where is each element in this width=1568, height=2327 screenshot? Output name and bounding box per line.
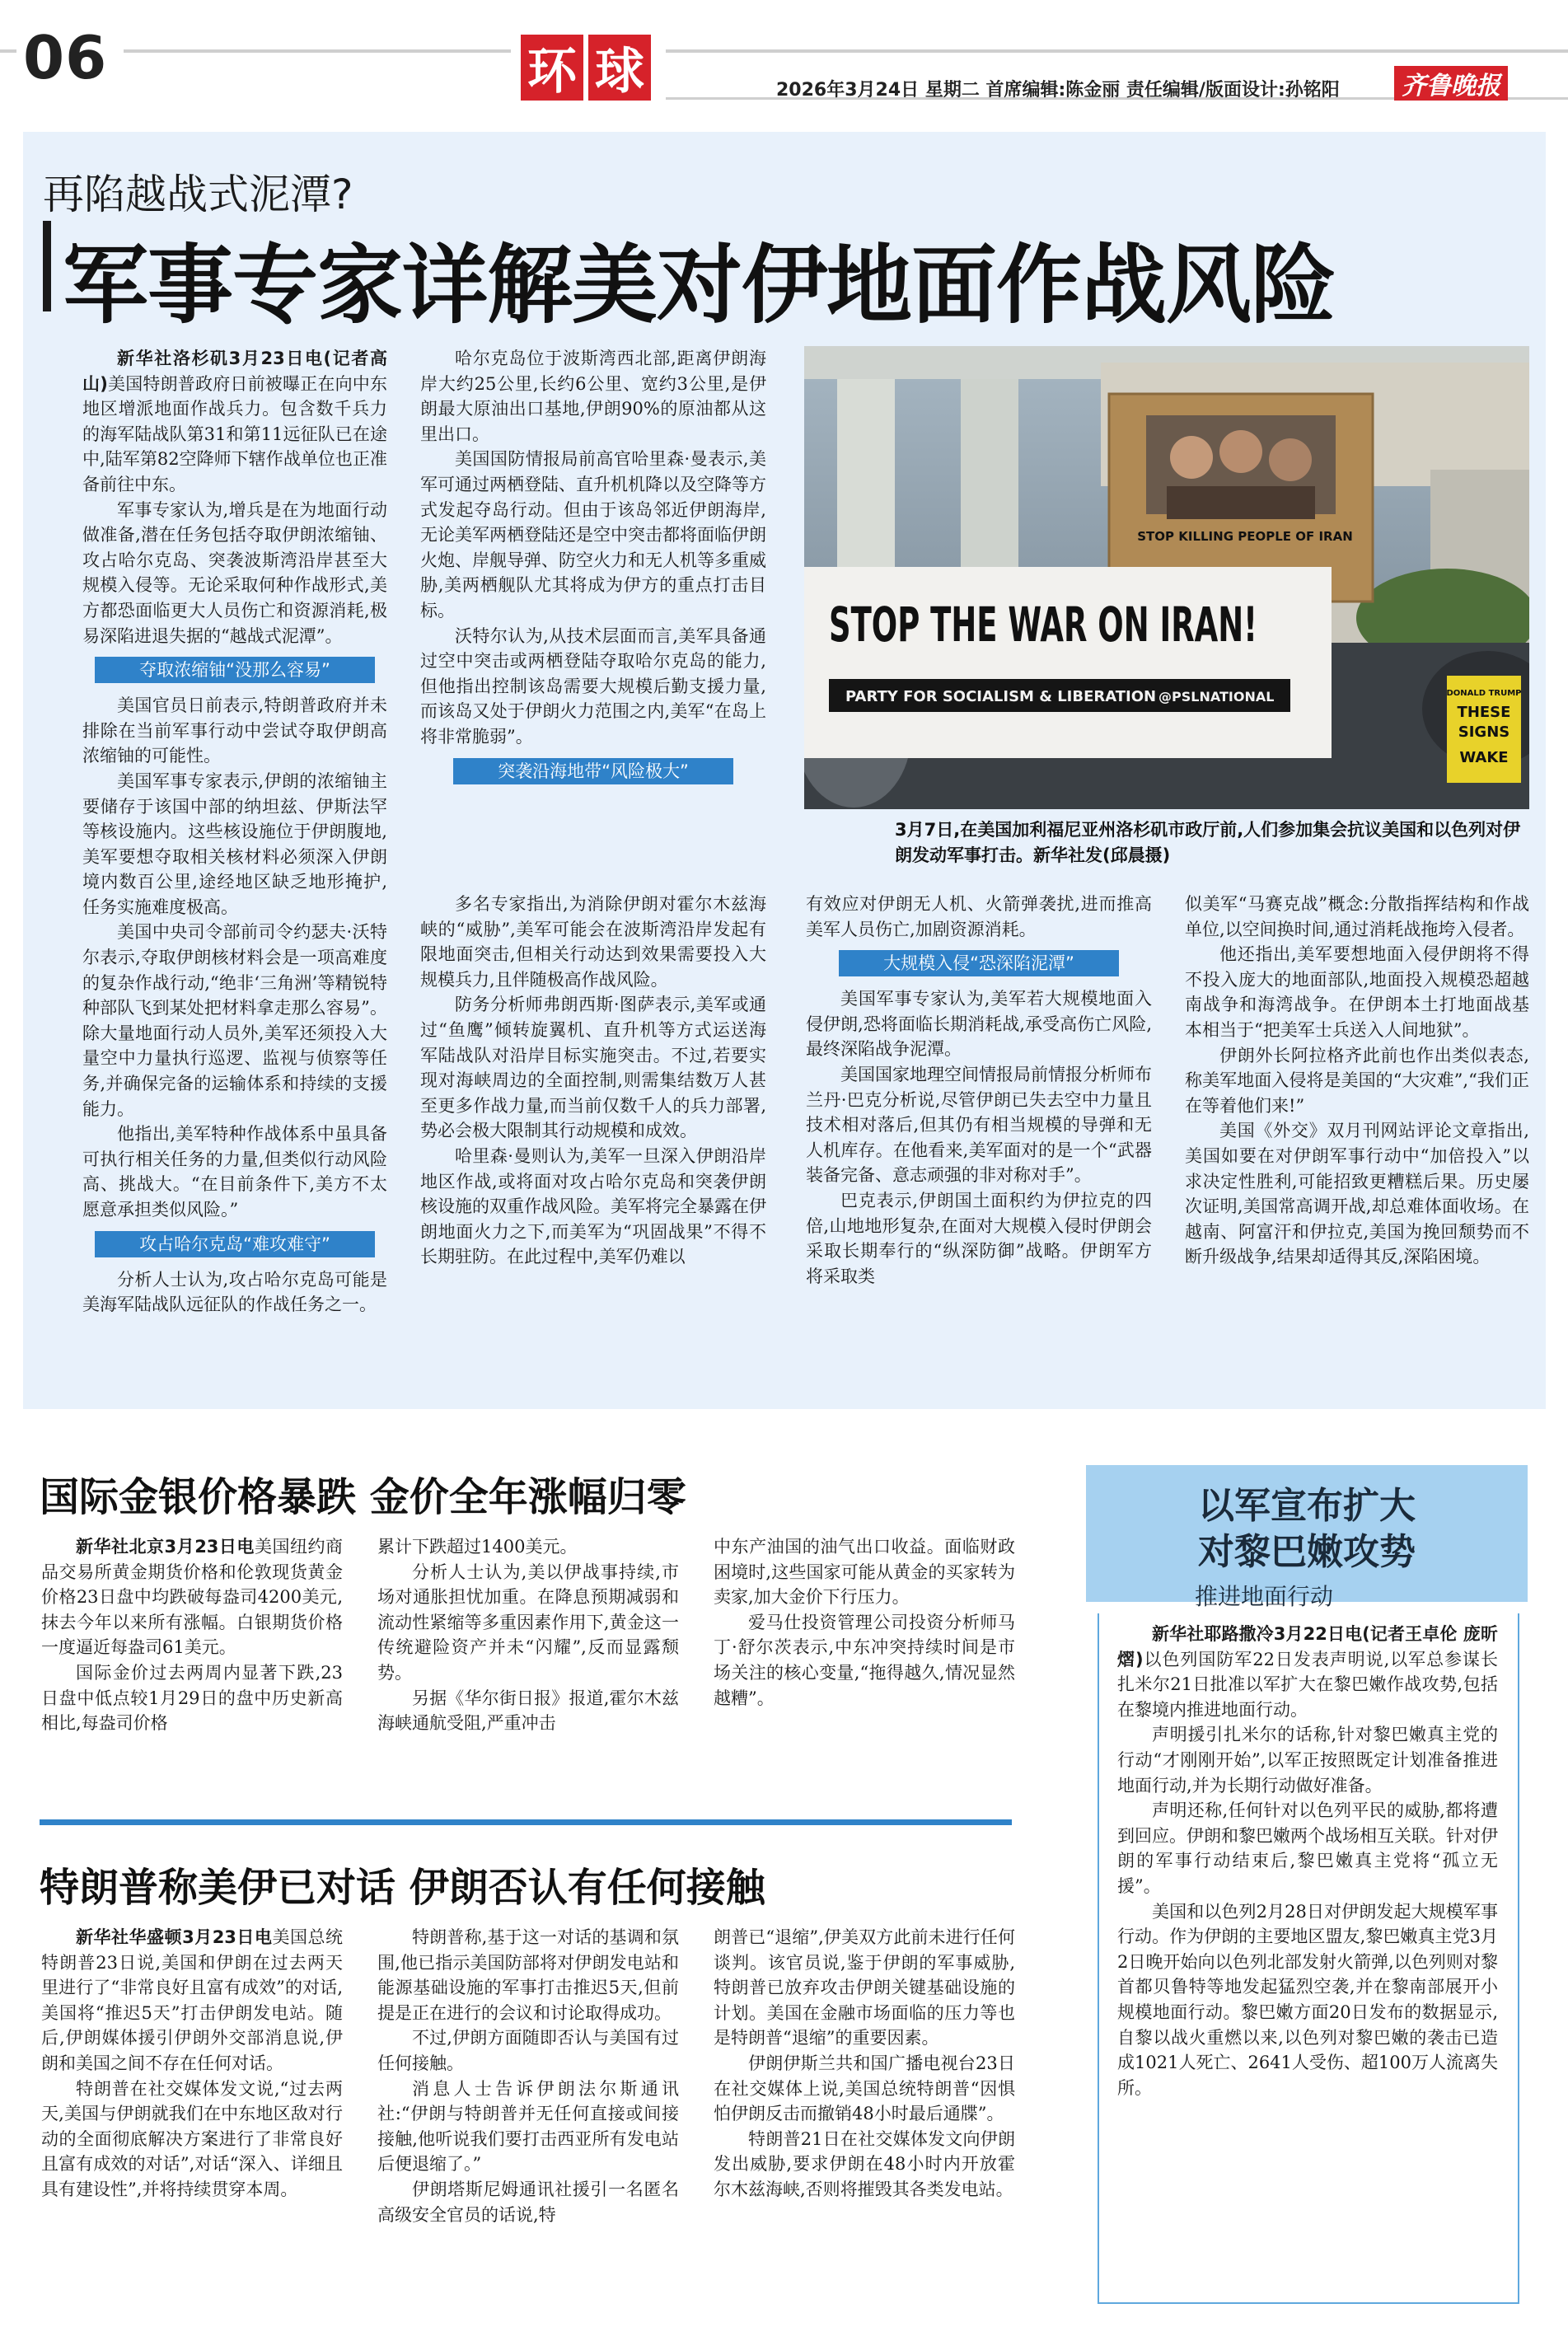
article-paragraph: [82, 1121, 387, 1222]
story-kicker: 再陷越战式泥潭?: [43, 171, 353, 218]
section-subhead: 攻占哈尔克岛“难攻难守”: [95, 1231, 375, 1257]
sidebar-subtitle: 推进地面行动: [1195, 1583, 1334, 1610]
masthead: [0, 0, 1568, 107]
article-paragraph: [714, 1610, 1015, 1711]
article-paragraph: [420, 346, 766, 447]
gold-story-headline: 国际金银价格暴跌 金价全年涨幅归零: [40, 1474, 686, 1520]
paragraph-text: 美国《外交》双月刊网站评论文章指出,美国如要在对伊朗军事行动中“加倍投入”以求决定性胜利,可能招致更糟糕后果。历史屡次证明,美国常高调开战,却总难体面收场。在越南、阿富汗和伊拉克,美国为挽回颓势而不断升级战争,结果却适得其反,深陷困境。: [1185, 1121, 1529, 1267]
brand-logo: 齐鲁晚报: [1394, 66, 1508, 101]
news-photo: [804, 346, 1529, 809]
paragraph-text: 伊朗外长阿拉格齐此前也作出类似表态,称美军地面入侵将是美国的“大灾难”,“我们正在等着他们来!”: [1185, 1045, 1529, 1116]
top-story-column-2: [420, 346, 766, 794]
article-paragraph: [1185, 942, 1529, 1042]
article-paragraph: [806, 1188, 1152, 1289]
dateline: 新华社北京3月23日电: [76, 1537, 255, 1557]
article-paragraph: [714, 1534, 1015, 1610]
side-sign-text: WAKE: [1459, 749, 1509, 766]
article-paragraph: [1185, 1043, 1529, 1119]
article-paragraph: [714, 1925, 1015, 2051]
article-paragraph: [420, 624, 766, 750]
paragraph-text: 特朗普称,基于这一对话的基调和氛围,他已指示美国防部将对伊朗发电站和能源基础设施的军事打击推迟5天,但前提是正在进行的会议和讨论取得成功。: [377, 1927, 679, 2023]
section-divider: [40, 1819, 1012, 1825]
article-paragraph: [82, 693, 387, 769]
paragraph-text: 美国纽约商品交易所黄金期货价格和伦敦现货黄金价格23日盘中均跌破每盎司4200美元,抹去今年以来所有涨幅。白银期货价格一度逼近每盎司61美元。: [41, 1537, 343, 1658]
side-sign-text: THESE: [1457, 704, 1511, 721]
article-paragraph: [1117, 1899, 1498, 2101]
top-story-column-3: [806, 892, 1152, 1289]
section-subhead: 大规模入侵“恐深陷泥潭”: [839, 950, 1119, 976]
paragraph-text: 防务分析师弗朗西斯·图萨表示,美军或通过“鱼鹰”倾转旋翼机、直升机等方式运送海军陆战队对沿岸目标实施突击。不过,若要实现对海峡周边的全面控制,则需集结数万人甚至更多作战力量,而当前仅数千人的兵力部署,势必会极大限制其行动规模和成效。: [420, 995, 766, 1141]
paragraph-text: 美国军事专家表示,伊朗的浓缩铀主要储存于该国中部的纳坦兹、伊斯法罕等核设施内。这些核设施位于伊朗腹地,美军要想夺取相关核材料必须深入伊朗境内数百公里,途经地区缺乏地形掩护,任务实施难度极高。: [82, 770, 387, 917]
trump-story-column-1: [41, 1925, 343, 2203]
article-paragraph: [82, 769, 387, 920]
article-paragraph: [377, 1534, 679, 1560]
paragraph-text: 不过,伊朗方面随即否认与美国有过任何接触。: [377, 2028, 679, 2073]
article-paragraph: [806, 986, 1152, 1062]
trump-story-column-3: [714, 1925, 1015, 2203]
header-rule-left: [0, 49, 16, 53]
article-paragraph: [420, 892, 766, 992]
article-paragraph: [1117, 1722, 1498, 1798]
sidebar-headline-line: 以军宣布扩大: [1198, 1485, 1416, 1527]
article-paragraph: [377, 1686, 679, 1736]
paragraph-text: 以色列国防军22日发表声明说,以军总参谋长扎米尔21日批准以军扩大在黎巴嫩作战攻势,包括在黎境内推进地面行动。: [1117, 1649, 1498, 1720]
sidebar-headline: [1086, 1483, 1528, 1576]
paragraph-text: 他指出,美军特种作战体系中虽具备可执行相关任务的力量,但类似行动风险高、挑战大。“在目前条件下,美方不太愿意承担类似风险。”: [82, 1124, 387, 1220]
story-headline: 军事专家详解美对伊地面作战风险: [63, 235, 1336, 335]
paragraph-text: 哈里森·曼则认为,美军一旦深入伊朗沿岸地区作战,或将面对攻占哈尔克岛和突袭伊朗核设施的双重作战风险。美军将完全暴露在伊朗地面火力之下,而美军为“巩固战果”不得不长期驻防。在此过程中,美军仍难以: [420, 1145, 766, 1267]
article-paragraph: [41, 2077, 343, 2203]
paragraph-text: 巴克表示,伊朗国土面积约为伊拉克的四倍,山地地形复杂,在面对大规模入侵时伊朗会采取长期奉行的“纵深防御”战略。伊朗军方将采取类: [806, 1190, 1152, 1286]
side-sign-text: DONALD TRUMP: [1446, 689, 1522, 698]
top-story-column-2-lower: [420, 892, 766, 1270]
paragraph-text: 美国军事专家认为,美军若大规模地面入侵伊朗,恐将面临长期消耗战,承受高伤亡风险,最终深陷战争泥潭。: [806, 989, 1152, 1060]
article-paragraph: [377, 2025, 679, 2076]
gold-story-column-2: [377, 1534, 679, 1736]
dateline: 新华社耶路撒冷3月22日电(记者王卓伦 庞昕熠): [1117, 1624, 1498, 1669]
dateline: 新华社洛杉矶3月23日电(记者高山): [82, 349, 387, 394]
sidebar-body: [1117, 1622, 1498, 2100]
article-paragraph: [377, 2077, 679, 2177]
paragraph-text: 朗普已“退缩”,伊美双方此前未进行任何谈判。该官员说,鉴于伊朗的军事威胁,特朗普已放弃攻击伊朗关键基础设施的计划。美国在金融市场面临的压力等也是特朗普“退缩”的重要因素。: [714, 1927, 1015, 2048]
gold-story-column-1: [41, 1534, 343, 1736]
paragraph-text: 伊朗伊斯兰共和国广播电视台23日在社交媒体上说,美国总统特朗普“因惧怕伊朗反击而撤销48小时最后通牒”。: [714, 2053, 1015, 2124]
banner-handle: @PSLNATIONAL: [1158, 689, 1275, 705]
section-label: [521, 35, 654, 101]
paragraph-text: 分析人士认为,攻占哈尔克岛可能是美海军陆战队远征队的作战任务之一。: [82, 1269, 387, 1315]
header-rule-right: [666, 49, 1568, 53]
article-paragraph: [806, 1062, 1152, 1188]
article-paragraph: [82, 498, 387, 649]
paragraph-text: 美国总统特朗普23日说,美国和伊朗在过去两天里进行了“非常良好且富有成效”的对话,美国将“推迟5天”打击伊朗发电站。随后,伊朗媒体援引伊朗外交部消息说,伊朗和美国之间不存在任何对话。: [41, 1927, 344, 2073]
paragraph-text: 美国和以色列2月28日对伊朗发起大规模军事行动。作为伊朗的主要地区盟友,黎巴嫩真主党3月2日晚开始向以色列北部发射火箭弹,以色列则对黎首都贝鲁特等地发起猛烈空袭,并在黎南部展开小规模地面行动。黎巴嫩方面20日发布的数据显示,自黎以战火重燃以来,以色列对黎巴嫩的袭击已造成1021人死亡、2641人受伤、超100万人流离失所。: [1117, 1901, 1498, 2098]
paragraph-text: 声明援引扎米尔的话称,针对黎巴嫩真主党的行动“才刚刚开始”,以军正按照既定计划准备推进地面行动,并为长期行动做好准备。: [1117, 1725, 1498, 1796]
article-paragraph: [806, 892, 1152, 942]
paragraph-text: 多名专家指出,为消除伊朗对霍尔木兹海峡的“威胁”,美军可能会在波斯湾沿岸发起有限地面突击,但相关行动达到效果需要投入大规模兵力,且伴随极高作战风险。: [420, 894, 766, 990]
top-story-column-4: [1185, 892, 1529, 1270]
paragraph-text: 军事专家认为,增兵是在为地面行动做准备,潜在任务包括夺取伊朗浓缩铀、攻占哈尔克岛、突袭波斯湾沿岸甚至大规模入侵等。无论采取何种作战形式,美方都恐面临更大人员伤亡和资源消耗,极易深陷进退失据的“越战式泥潭”。: [82, 499, 387, 646]
article-paragraph: [714, 2051, 1015, 2127]
banner-text: PARTY FOR SOCIALISM & LIBERATION: [845, 688, 1157, 705]
section-char: 环: [521, 35, 583, 101]
paragraph-text: 消息人士告诉伊朗法尔斯通讯社:“伊朗与特朗普并无任何直接或间接接触,他听说我们要打击西亚所有发电站后便退缩了。”: [377, 2078, 679, 2175]
article-paragraph: [1117, 1798, 1498, 1899]
section-subhead: 突袭沿海地带“风险极大”: [453, 758, 733, 784]
dateline: 新华社华盛顿3月23日电: [76, 1927, 273, 1947]
paragraph-text: 爱马仕投资管理公司投资分析师马丁·舒尔茨表示,中东冲突持续时间是市场关注的核心变量,“拖得越久,情况显然越糟”。: [714, 1612, 1015, 1708]
page-number: 06: [23, 23, 108, 92]
article-paragraph: [1117, 1622, 1498, 1722]
small-sign-text: STOP KILLING PEOPLE OF IRAN: [1137, 529, 1353, 544]
article-paragraph: [377, 2177, 679, 2227]
article-paragraph: [1185, 1118, 1529, 1270]
paragraph-text: 美国官员日前表示,特朗普政府并未排除在当前军事行动中尝试夺取伊朗高浓缩铀的可能性。: [82, 695, 387, 766]
photo-caption: 3月7日,在美国加利福尼亚州洛杉矶市政厅前,人们参加集会抗议美国和以色列对伊朗发动军事打击。新华社发(邱晨摄): [895, 820, 1521, 865]
article-paragraph: [714, 2127, 1015, 2203]
paragraph-text: 特朗普21日在社交媒体发文向伊朗发出威胁,要求伊朗在48小时内开放霍尔木兹海峡,否则将摧毁其各类发电站。: [714, 2128, 1015, 2199]
top-story-column-1: [82, 346, 387, 1318]
header-rule-middle: [124, 49, 511, 53]
trump-story-column-2: [377, 1925, 679, 2227]
protest-photo-illustration: [804, 346, 1529, 809]
paragraph-text: 似美军“马赛克战”概念:分散指挥结构和作战单位,以空间换时间,通过消耗战拖垮入侵者。: [1185, 894, 1529, 939]
paragraph-text: 哈尔克岛位于波斯湾西北部,距离伊朗海岸大约25公里,长约6公里、宽约3公里,是伊朗最大原油出口基地,伊朗90%的原油都从这里出口。: [420, 349, 766, 444]
issue-info: 2026年3月24日 星期二 首席编辑:陈金丽 责任编辑/版面设计:孙铭阳: [776, 80, 1340, 101]
paragraph-text: 有效应对伊朗无人机、火箭弹袭扰,进而推高美军人员伤亡,加剧资源消耗。: [806, 894, 1152, 939]
paragraph-text: 国际金价过去两周内显著下跌,23日盘中低点较1月29日的盘中历史新高相比,每盎司价格: [41, 1662, 343, 1734]
section-char: 球: [588, 35, 651, 101]
article-paragraph: [41, 1925, 343, 2077]
headline-accent-bar: [43, 221, 51, 311]
paragraph-text: 特朗普在社交媒体发文说,“过去两天,美国与伊朗就我们在中东地区敌对行动的全面彻底解决方案进行了非常良好且富有成效的对话”,对话“深入、详细且具有建设性”,并将持续贯穿本周。: [41, 2078, 343, 2199]
paragraph-text: 美国特朗普政府日前被曝正在向中东地区增派地面作战兵力。包含数千兵力的海军陆战队第31和第11远征队已在途中,陆军第82空降师下辖作战单位也正准备前往中东。: [82, 373, 388, 494]
sidebar-headline-line: 对黎巴嫩攻势: [1198, 1531, 1416, 1573]
paragraph-text: 中东产油国的油气出口收益。面临财政困境时,这些国家可能从黄金的买家转为卖家,加大金价下行压力。: [714, 1537, 1015, 1608]
article-paragraph: [41, 1534, 343, 1660]
article-paragraph: [377, 1925, 679, 2025]
article-paragraph: [377, 1560, 679, 1686]
paragraph-text: 累计下跌超过1400美元。: [377, 1537, 578, 1557]
article-paragraph: [420, 447, 766, 623]
paragraph-text: 另据《华尔街日报》报道,霍尔木兹海峡通航受阻,严重冲击: [377, 1688, 679, 1734]
article-paragraph: [420, 1144, 766, 1270]
paragraph-text: 美国中央司令部前司令约瑟夫·沃特尔表示,夺取伊朗核材料会是一项高难度的复杂作战行动,“绝非‘三角洲’等精锐特种部队飞到某处把材料拿走那么容易”。除大量地面行动人员外,美军还须投入大量空中力量执行巡逻、监视与侦察等任务,并确保完备的运输体系和持续的支援能力。: [82, 922, 387, 1119]
article-paragraph: [41, 1660, 343, 1736]
section-subhead: 夺取浓缩铀“没那么容易”: [95, 657, 375, 683]
article-paragraph: [82, 1267, 387, 1318]
gold-story-column-3: [714, 1534, 1015, 1711]
side-sign-text: SIGNS: [1458, 723, 1510, 741]
paragraph-text: 伊朗塔斯尼姆通讯社援引一名匿名高级安全官员的话说,特: [377, 2179, 679, 2225]
paragraph-text: 分析人士认为,美以伊战事持续,市场对通胀担忧加重。在降息预期减弱和流动性紧缩等多重因素作用下,黄金这一传统避险资产并未“闪耀”,反而显露颓势。: [377, 1561, 679, 1683]
trump-story-headline: 特朗普称美伊已对话 伊朗否认有任何接触: [40, 1865, 765, 1911]
paragraph-text: 声明还称,任何针对以色列平民的威胁,都将遭到回应。伊朗和黎巴嫩两个战场相互关联。针对伊朗的军事行动结束后,黎巴嫩真主党将“孤立无援”。: [1117, 1800, 1498, 1896]
main-sign-text: STOP THE WAR ON IRAN!: [829, 597, 1257, 653]
paragraph-text: 他还指出,美军要想地面入侵伊朗将不得不投入庞大的地面部队,地面投入规模恐超越南战争和海湾战争。在伊朗本土打地面战基本相当于“把美军士兵送入人间地狱”。: [1185, 944, 1529, 1040]
article-paragraph: [82, 920, 387, 1121]
paragraph-text: 沃特尔认为,从技术层面而言,美军具备通过空中突击或两栖登陆夺取哈尔克岛的能力,但他指出控制该岛需要大规模后勤支援力量,而该岛又处于伊朗火力范围之内,美军“在岛上将非常脆弱”。: [420, 625, 766, 747]
paragraph-text: 美国国防情报局前高官哈里森·曼表示,美军可通过两栖登陆、直升机机降以及空降等方式发起夺岛行动。但由于该岛邻近伊朗海岸,无论美军两栖登陆还是空中突击都将面临伊朗火炮、岸舰导弹、防空火力和无人机等多重威胁,美两栖舰队尤其将成为伊方的重点打击目标。: [420, 449, 766, 620]
paragraph-text: 美国国家地理空间情报局前情报分析师布兰丹·巴克分析说,尽管伊朗已失去空中力量且技术相对落后,但其仍有相当规模的导弹和无人机库存。在他看来,美军面对的是一个“武器装备完备、意志顽强的非对称对手”。: [806, 1064, 1152, 1186]
article-paragraph: [420, 992, 766, 1144]
article-paragraph: [1185, 892, 1529, 942]
article-paragraph: [82, 346, 387, 498]
